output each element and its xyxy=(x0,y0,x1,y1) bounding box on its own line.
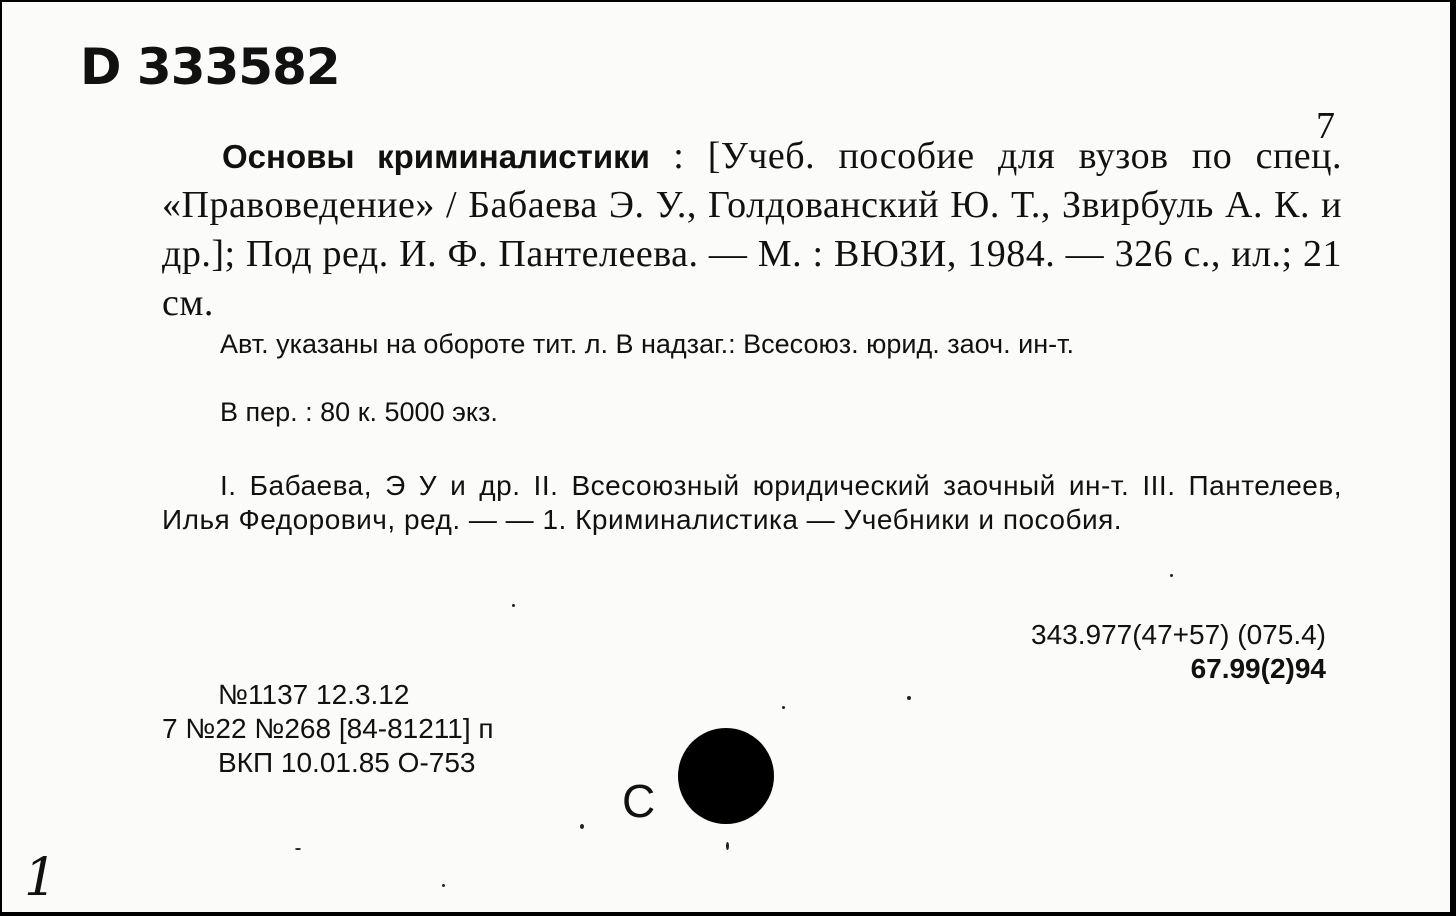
classification xyxy=(1031,618,1326,686)
technical-info xyxy=(162,678,494,780)
tech-line-1: №1137 12.3.12 xyxy=(218,679,410,710)
main-entry-description: : [Учеб. пособие для вузов по спец. «Правоведение» / Бабаева Э. У., Голдованский Ю. Т., Звирбуль А. К. и др.]; Под ред. И. Ф. Пантелеева. — М. : ВЮЗИ, 1984. — 326 с., ил.; 21 см. xyxy=(162,135,1342,324)
tech-line-2: 7 №22 №268 [84-81211] п xyxy=(162,713,494,744)
tech-line-3: ВКП 10.01.85 О-753 xyxy=(218,747,476,778)
book-title: Основы криминалистики xyxy=(222,138,650,175)
speck xyxy=(295,848,301,850)
udc-code: 343.977(47+57) (075.4) xyxy=(1031,619,1326,650)
speck xyxy=(726,842,729,850)
card-number: 7 xyxy=(1316,105,1335,147)
handwritten-mark: 1 xyxy=(24,848,58,908)
speck xyxy=(580,824,584,829)
note-authors: Авт. указаны на обороте тит. л. В надзаг.: Всесоюз. юрид. заоч. ин-т. xyxy=(220,329,1074,359)
note-price: В пер. : 80 к. 5000 экз. xyxy=(220,397,498,427)
tracings: I. Бабаева, Э У и др. II. Всесоюзный юридический заочный ин-т. III. Пантелеев, Илья Федорович, ред. — — 1. Криминалистика — Учебники и пособия. xyxy=(162,470,1342,535)
catalog-card xyxy=(2,2,1450,912)
punch-hole xyxy=(678,728,774,824)
speck xyxy=(782,706,785,709)
card-id: D 333582 xyxy=(80,38,340,96)
speck xyxy=(907,696,911,700)
main-entry xyxy=(162,132,1342,328)
letter-mark: С xyxy=(622,775,656,827)
scan-edge xyxy=(1450,0,1456,916)
speck xyxy=(442,884,445,887)
bbk-code: 67.99(2)94 xyxy=(1190,653,1326,684)
speck xyxy=(1170,574,1173,577)
speck xyxy=(512,604,515,607)
